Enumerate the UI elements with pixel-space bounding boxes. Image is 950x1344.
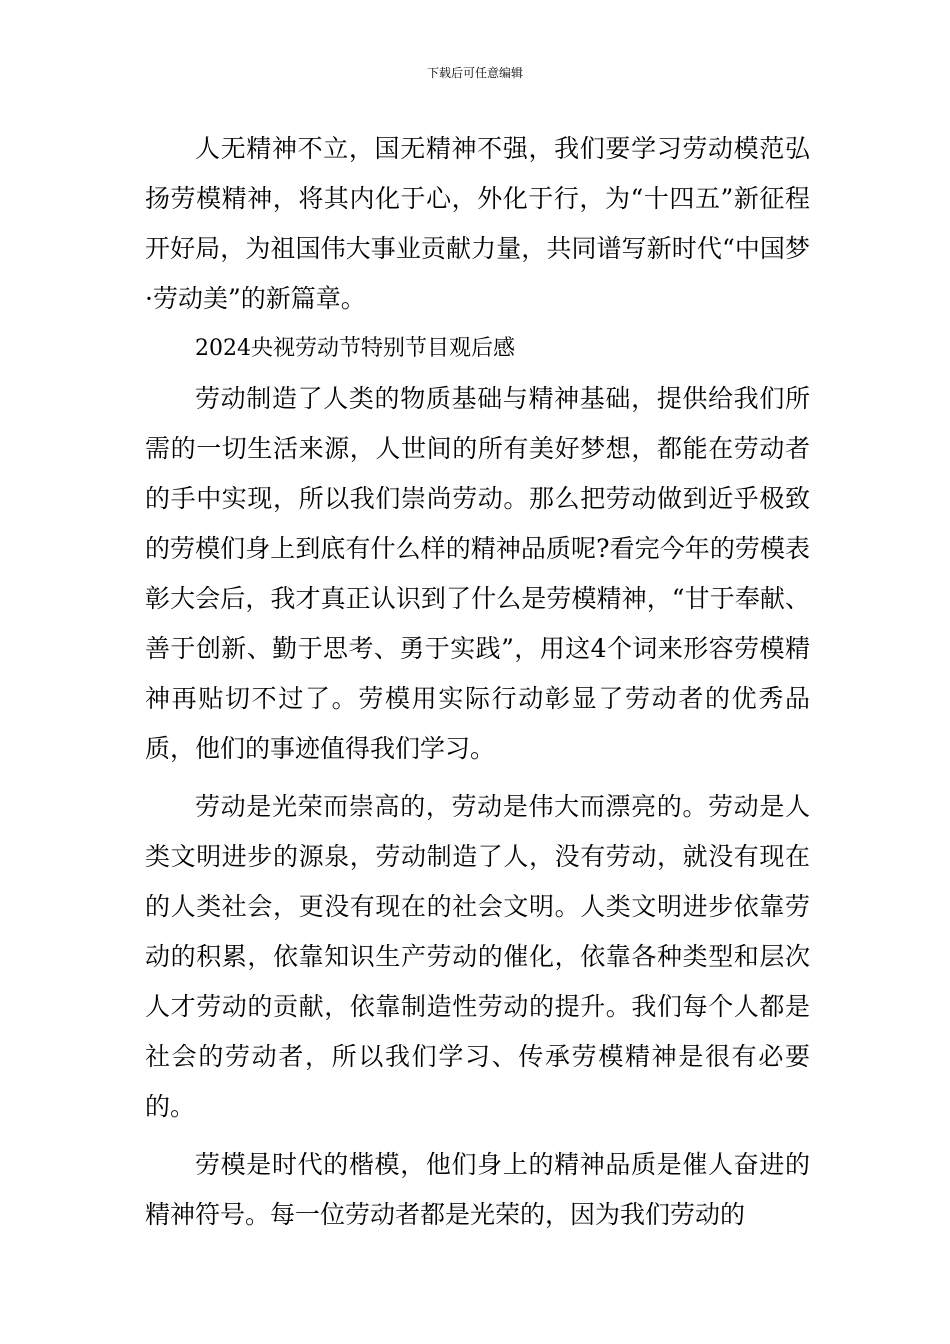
paragraph-gap (145, 1132, 810, 1140)
paragraph-gap (145, 774, 810, 782)
paragraph-labor-glory: 劳动是光荣而崇高的，劳动是伟大而漂亮的。劳动是人类文明进步的源泉，劳动制造了人，没有劳动，就没有现在的人类社会，更没有现在的社会文明。人类文明进步依靠劳动的积累，依靠知识生产劳动的催化，依靠各种类型和层次人才劳动的贡献，依靠制造性劳动的提升。我们每个人都是社会的劳动者，所以我们学习、传承劳模精神是很有必要的。 (145, 792, 810, 1121)
paragraph-labor-foundation: 劳动制造了人类的物质基础与精神基础，提供给我们所需的一切生活来源，人世间的所有美好梦想，都能在劳动者的手中实现，所以我们崇尚劳动。那么把劳动做到近乎极致的劳模们身上到底有什么样的精神品质呢?看完今年的劳模表彰大会后，我才真正认识到了什么是劳模精神，“甘于奉献、善于创新、勤于思考、勇于实践”，用这4个词来形容劳模精神再贴切不过了。劳模用实际行动彰显了劳动者的优秀品质，他们的事迹值得我们学习。 (145, 384, 810, 763)
section-title: 2024央视劳动节特别节目观后感 (195, 336, 515, 361)
paragraph-spirit: 人无精神不立，国无精神不强，我们要学习劳动模范弘扬劳模精神，将其内化于心，外化于行，为“十四五”新征程开好局，为祖国伟大事业贡献力量，共同谱写新时代“中国梦·劳动美”的新篇章。 (145, 134, 810, 313)
paragraph-model-workers: 劳模是时代的楷模，他们身上的精神品质是催人奋进的精神符号。每一位劳动者都是光荣的，因为我们劳动的 (145, 1150, 810, 1229)
document-body (145, 124, 810, 1240)
page-header: 下载后可任意编辑 (426, 66, 523, 80)
